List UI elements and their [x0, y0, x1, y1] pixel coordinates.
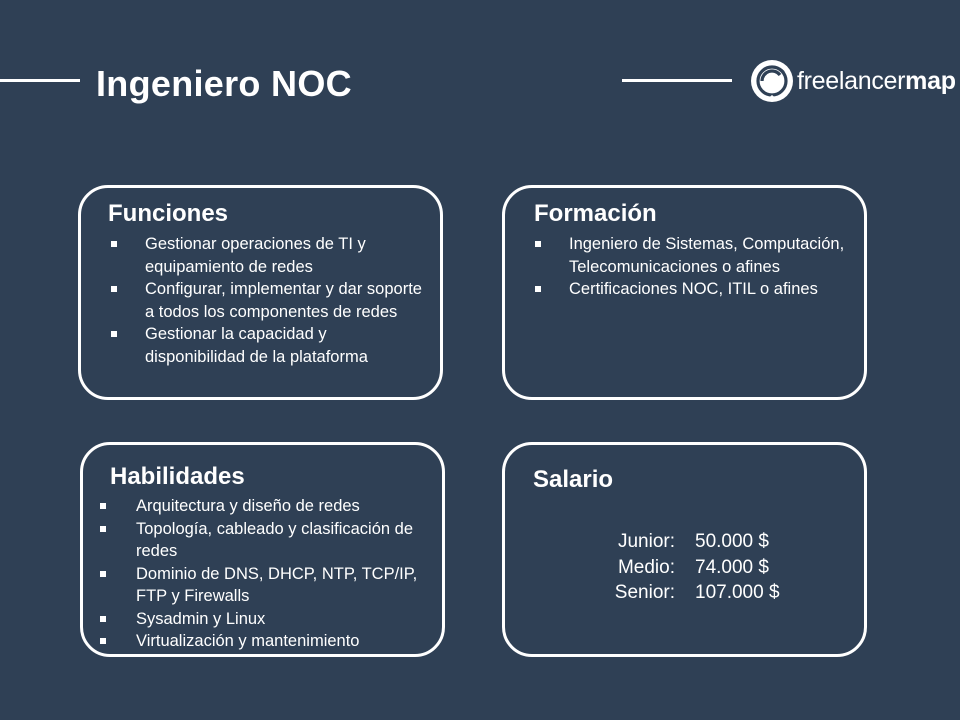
list-item: Dominio de DNS, DHCP, NTP, TCP/IP, FTP y Firewalls	[99, 563, 434, 608]
salary-row-senior	[595, 580, 780, 606]
card-formacion-title: Formación	[534, 200, 657, 227]
card-habilidades	[80, 442, 445, 657]
list-item: Ingeniero de Sistemas, Computación, Telecomunicaciones o afines	[534, 233, 859, 278]
list-item: Topología, cableado y clasificación de redes	[99, 518, 434, 563]
card-formacion	[502, 185, 867, 400]
list-item: Gestionar la capacidad y disponibilidad de la plataforma	[110, 323, 430, 368]
list-item: Arquitectura y diseño de redes	[99, 495, 434, 518]
card-salario	[502, 442, 867, 657]
salary-row-junior	[595, 529, 780, 555]
formacion-list	[534, 233, 859, 301]
funciones-list	[110, 233, 430, 368]
freelancermap-logo	[750, 58, 956, 104]
page-title: Ingeniero NOC	[96, 63, 352, 104]
card-funciones-title: Funciones	[108, 200, 229, 227]
list-item: Gestionar operaciones de TI y equipamiento de redes	[110, 233, 430, 278]
salary-value: 74.000 $	[695, 556, 769, 578]
list-item: Configurar, implementar y dar soporte a todos los componentes de redes	[110, 278, 430, 323]
salary-level: Senior:	[614, 582, 675, 603]
header-rule-left	[0, 79, 80, 82]
salary-level: Medio:	[617, 556, 675, 578]
card-salario-title: Salario	[533, 466, 614, 493]
salary-level: Junior:	[617, 531, 675, 552]
salary-row-medio	[595, 555, 780, 581]
logo-wordmark: freelancermap	[797, 67, 956, 95]
list-item: Certificaciones NOC, ITIL o afines	[534, 278, 859, 301]
card-funciones	[78, 185, 443, 400]
salary-value: 50.000 $	[695, 531, 769, 552]
list-item: Sysadmin y Linux	[99, 608, 434, 631]
list-item: Virtualización y mantenimiento	[99, 630, 434, 653]
card-habilidades-title: Habilidades	[110, 463, 245, 490]
salary-value: 107.000 $	[695, 582, 780, 603]
freelancermap-logo-icon	[750, 59, 794, 103]
salary-table	[595, 529, 780, 606]
habilidades-list	[99, 495, 434, 653]
header-rule-right	[622, 79, 732, 82]
